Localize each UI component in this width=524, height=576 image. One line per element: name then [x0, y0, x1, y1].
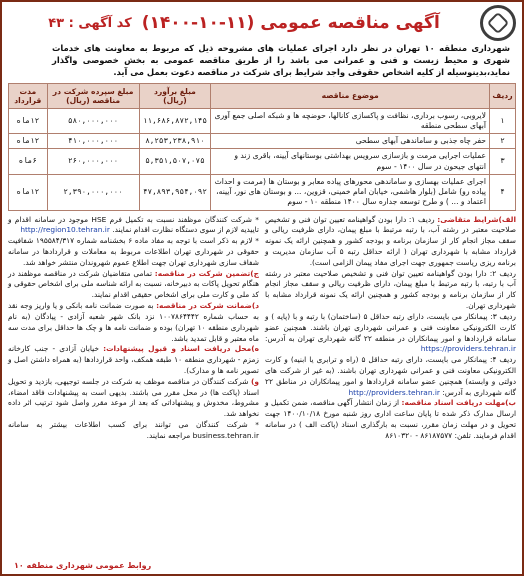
row-deposit: ۲,۳۹۰,۰۰۰,۰۰۰ [47, 174, 139, 210]
row-estimate: ۱۱,۶۸۶,۸۷۲,۱۴۵ [139, 108, 211, 134]
row-subject: لایروبی، رسوب برداری، نظافت و پاکسازی کانالها، حوضچه ها و شبکه اصلی جمع آوری آبهای سطحی منطقه [211, 108, 490, 134]
notice-intro: شهرداری منطقه ۱۰ تهران در نظر دارد اجرای عملیات های مشروحه ذیل که مربوط به معاونت های خدمات شهری و محیط زیست و فنی و عمرانی می باشد را از طریق مناقصه عمومی به بخش خصوصی واگذار نماید،بدینوسیله از کلیه اشخاص حقوقی واجد شرایط برای شرکت در مناقصه دعوت بعمل می آید. [52, 43, 511, 78]
section-text: تمامی متقاضیان شرکت در مناقصه موظفند در هنگام تحویل پاکات به دبیرخانه، نسبت به ارائه شناسه ملی برای اشخاص حقوقی و کد ملی و کارت ملی برای اشخاص حقیقی اقدام نمایند. [8, 268, 259, 300]
notice-paragraph [8, 236, 259, 268]
notice-paragraph [265, 215, 516, 269]
notice-code: کد آگهی : ۴۳ [48, 15, 132, 31]
col-estimate: مبلغ برآورد (ریال) [139, 83, 211, 108]
website-link[interactable]: http://providers.tehran.ir [348, 387, 440, 397]
row-duration: ۱۲ماه [9, 174, 48, 210]
notice-paragraph [8, 420, 259, 442]
tender-table [8, 83, 516, 211]
table-row [9, 174, 516, 210]
section-heading: ج)تضمین شرکت در مناقصه: [154, 268, 259, 278]
section-text: به صورت ضمانت نامه بانکی و یا واریز وجه نقد به حساب شماره ۱۰۰۷۸۶۴۴۴۲ نزد بانک شهر شعبه آزادی - پیادگان (به نام شهرداری منطقه ۱۰ تهران) بوده و ضمانت نامه ها و چک ها حداقل برای مدت سه ماه معتبر و قابل تمدید باشد. [8, 301, 259, 343]
table-header-row [9, 83, 516, 108]
section-heading: ه)محل دریافت اسناد و قبول پیشنهادات: [103, 344, 259, 354]
table-row [9, 149, 516, 175]
tehran-municipality-logo [480, 5, 516, 41]
row-estimate: ۵,۳۵۱,۵۰۷,۰۷۵ [139, 149, 211, 175]
section-heading: د)ضمانت شرکت در مناقصه: [156, 301, 259, 311]
section-text: خیابان آزادی - جنب کارخانه زمزم - شهرداری منطقه ۱۰ طبقه همکف، واحد قراردادها (به همراه داشتن اصل و تصویر نامه ها و مدارک). [8, 344, 259, 375]
row-number: ۱ [490, 108, 516, 134]
row-number: ۲ [490, 134, 516, 149]
table-row [9, 108, 516, 134]
section-text: ردیف ۴: پیمانکار می بایست، دارای رتبه حداقل ۵ (راه و ترابری یا ابنیه) و کارت الکترونیکی معاونت فنی و عمرانی شهرداری تهران باشند. (به غیر از شرکت های دولتی و وابسته) همچنین عضو سامانه قراردادها و امور پیمانکاران در مناطق ۲۲ گانه شهرداری به آدرس: [265, 355, 516, 397]
row-number: ۳ [490, 149, 516, 175]
section-heading: و) [251, 376, 259, 386]
row-duration: ۱۲ماه [9, 108, 48, 134]
row-subject: عملیات اجرایی مرمت و بازسازی سرویس بهداشتی بوستانهای آیینه، باقری زند و انتهای جیحون در سال ۱۴۰۰ - سوم [211, 149, 490, 175]
website-link[interactable]: https://providers.tehran.ir [420, 344, 516, 354]
col-subject: موضوع مناقصه [211, 83, 490, 108]
col-deposit: مبلغ سپرده شرکت در مناقصه (ریال) [47, 83, 139, 108]
notice-header [8, 6, 516, 40]
notice-paragraph [8, 215, 259, 237]
row-estimate: ۸,۲۵۳,۲۳۸,۹۱۰ [139, 134, 211, 149]
section-heading: ب)مهلت دریافت اسناد مناقصه: [401, 398, 516, 408]
notice-paragraph [8, 377, 259, 420]
notice-paragraph [265, 312, 516, 355]
col-duration: مدت قرارداد [9, 83, 48, 108]
section-text: ردیف ۳: پیمانکار می بایست، دارای رتبه حداقل ۵ (ساختمان) با رتبه و با (پایه ) و کارت الکترونیکی معاونت فنی و عمرانی شهرداری تهران باشند. همچنین عضو سامانه قراردادها و امور پیمانکاران در منطقه ۲۲ گانه شهرداری تهران به آدرس: [265, 311, 516, 343]
section-text: ردیف ۲: دارا بودن گواهینامه تعیین توان فنی و تشخیص صلاحیت معتبر در رشته آب با رتبه، با رتبه مرتبط با مبلغ پیمان، دارای ظرفیت ریالی و سقف مجاز انجام کار از سازمان برنامه و بودجه کشور و همچنین ارائه یک نمونه قرارداد مشابه با شهرداری تهران. [265, 268, 517, 311]
notice-paragraph [265, 269, 516, 312]
col-row: ردیف [490, 83, 516, 108]
notice-paragraph [265, 398, 516, 441]
notice-column-left [8, 215, 259, 442]
row-duration: ۱۲ماه [9, 134, 48, 149]
table-body [9, 108, 516, 210]
notice-paragraph [8, 301, 259, 344]
row-subject: حفر چاه جذبی و ساماندهی آبهای سطحی [211, 134, 490, 149]
notice-title: آگهی مناقصه عمومی (۱۱-۱۰-۱۴۰۰) [141, 13, 440, 33]
section-text: * لازم به ذکر است با توجه به مفاد ماده ۶ بخشنامه شماره ۱۹۵۵۸۴/۳۱۷ شفافیت حقوقی در شهرداری تهران اطلاعات مربوط به معاملات و قراردادها در سامانه شفاف سازی شهرداری تهران جهت اطلاع عموم شهروندان منتشر خواهد شد. [8, 236, 259, 267]
notice-paragraph [265, 355, 516, 398]
notice-paragraph [8, 269, 259, 301]
row-estimate: ۴۷,۸۹۳,۹۵۴,۰۹۲ [139, 174, 211, 210]
notice-body [8, 215, 516, 442]
section-text: ردیف ۱: دارا بودن گواهینامه تعیین توان فنی و تشخیص صلاحیت معتبر در رشته آب، با رتبه مرتبط با مبلغ پیمان، دارای ظرفیت ریالی و سقف مجاز انجام کار از سازمان برنامه و بودجه کشور و همچنین ارائه یک نمونه قرارداد مشابه با شهرداری تهران ( ارائه حداقل رتبه ۵ آب سازمان مدیریت و برنامه ریزی ریاست جمهوری جهت اجرای مفاد پیمان الزامی است). [265, 214, 516, 267]
section-text: شرکت کنندگان در مناقصه موظف به شرکت در جلسه توجیهی، بازدید و تحویل اسناد (پاکت ها) در محل مقرر می باشند. بدیهی است به پیشنهادات فاقد امضاء، مشروط، مخدوش و پیشنهاداتی که بعد از موعد مقرر واصل شود ترتیب اثر داده نخواهد شد. [8, 376, 259, 419]
row-deposit: ۲۶۰,۰۰۰,۰۰۰ [47, 149, 139, 175]
table-row [9, 134, 516, 149]
notice-paragraph [8, 344, 259, 376]
row-subject: اجرای عملیات بهسازی و ساماندهی محورهای پیاده معابر و بوستان ها (مرمت و احداث پیاده رو) شامل (بلوار هاشمی، خیابان امام خمینی، قزوین، ... و بوستان های نور، آیینه، اعتماد و ... ) و طرح توسعه جداره سال ۱۴۰۰ منطقه ۱۰ - سوم [211, 174, 490, 210]
row-deposit: ۴۱۰,۰۰۰,۰۰۰ [47, 134, 139, 149]
title-wrap [8, 13, 480, 33]
section-text: از زمان انتشار آگهی مناقصه، ضمن تکمیل و ارسال مدارک ذکر شده تا پایان ساعت اداری روز شنبه مورخ ۱۴۰۰/۱۰/۱۸ جهت تحویل و در مهلت زمان مقرر، نسبت به بارگذاری اسناد (پاکت الف ) در سامانه اقدام فرمایند. تلفن: ۸۶۱۸۷۵۷۷ - ۸۶۱۰۳۲۰ [265, 398, 516, 440]
row-number: ۴ [490, 174, 516, 210]
row-deposit: ۵۸۰,۰۰۰,۰۰۰ [47, 108, 139, 134]
section-text: * شرکت کنندگان می توانند برای کسب اطلاعات بیشتر به سامانه business.tehran.ir مراجعه نمایند. [8, 420, 259, 440]
notice-column-right [265, 215, 516, 442]
website-link[interactable]: http://region10.tehran.ir [20, 225, 110, 235]
row-duration: ۶ماه [9, 149, 48, 175]
section-text: * شرکت کنندگان موظفند نسبت به تکمیل فرم HSE موجود در سامانه اقدام و تاییدیه لازم از سوی دستگاه نظارت اقدام نمایند. [8, 214, 259, 235]
public-relations-signature: روابط عمومی شهرداری منطقه ۱۰ [14, 561, 152, 570]
section-heading: الف)شرایط متقاضی: [437, 214, 516, 224]
